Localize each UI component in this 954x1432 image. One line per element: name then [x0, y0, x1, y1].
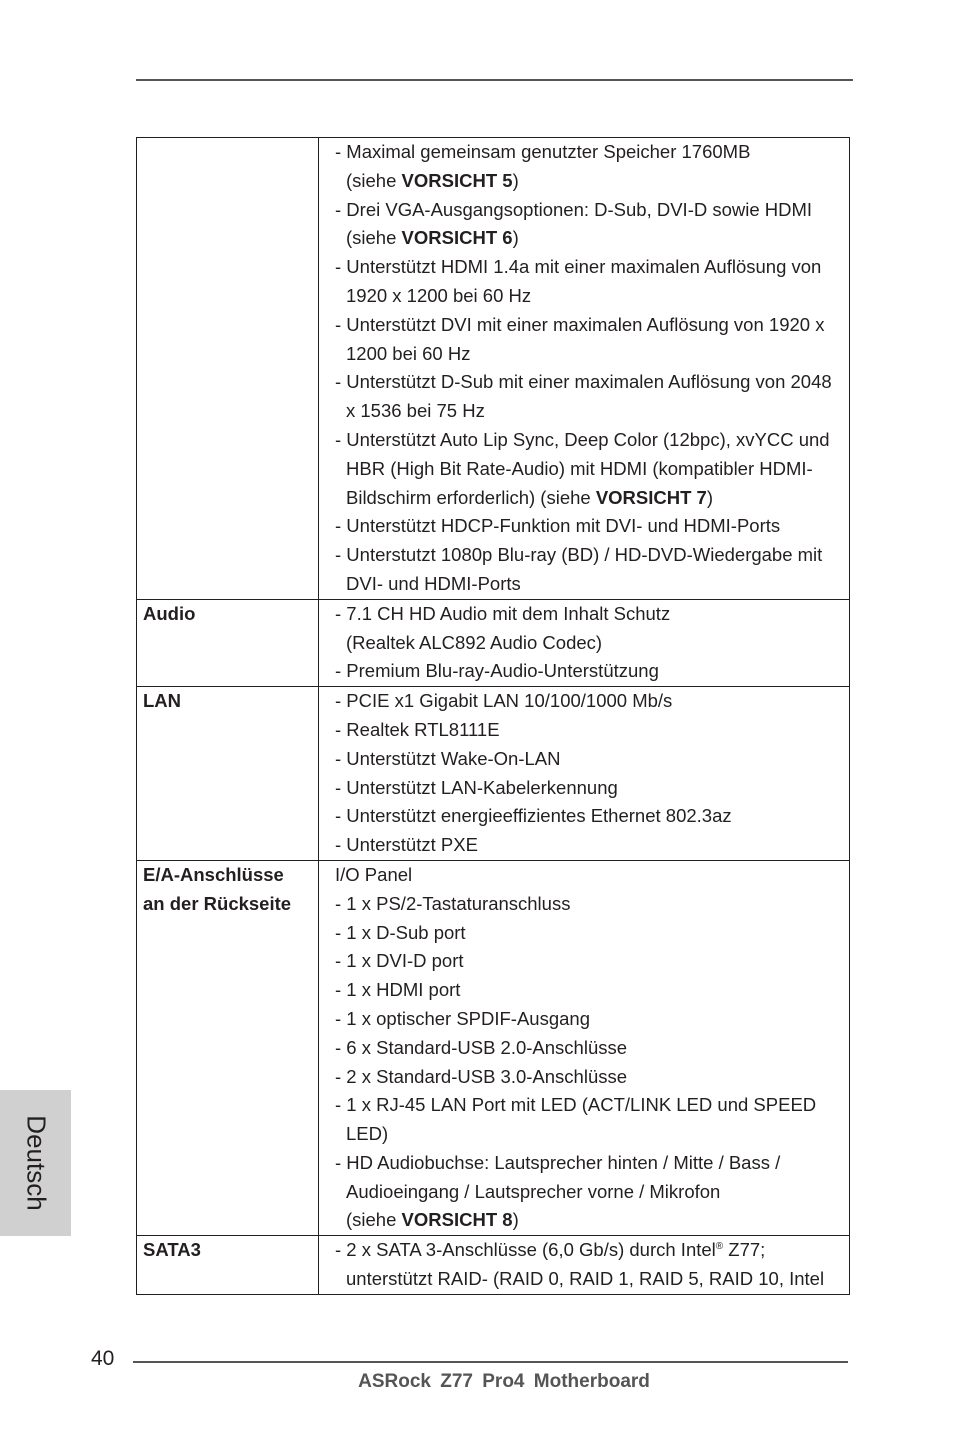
spec-line — [335, 455, 847, 484]
spec-line-text: - Drei VGA-Ausgangsoptionen: D-Sub, DVI-D sowie HDMI — [335, 198, 813, 220]
spec-line — [335, 600, 847, 629]
spec-table — [136, 137, 850, 1295]
spec-content-cell — [319, 1236, 850, 1295]
spec-line — [335, 745, 847, 774]
spec-line-text: - Premium Blu-ray-Audio-Unterstützung — [335, 660, 659, 682]
caution-ref: VORSICHT 7 — [595, 486, 707, 508]
spec-line — [335, 1005, 847, 1034]
spec-line — [335, 570, 847, 599]
spec-line-text: - 2 x Standard-USB 3.0-Anschlüsse — [335, 1065, 628, 1087]
spec-row — [137, 138, 850, 600]
caution-ref: VORSICHT 8 — [401, 1209, 513, 1231]
spec-line-text: - Unterstützt Auto Lip Sync, Deep Color (12bpc), xvYCC und — [335, 428, 830, 450]
spec-line-text: (siehe — [346, 227, 402, 249]
spec-line-text: (siehe — [346, 1209, 402, 1231]
spec-line — [335, 541, 847, 570]
spec-line-text: - Unterstützt HDCP-Funktion mit DVI- und HDMI-Ports — [335, 515, 781, 537]
spec-line — [335, 657, 847, 686]
spec-line-text: - PCIE x1 Gigabit LAN 10/100/1000 Mb/s — [335, 690, 673, 712]
spec-line-suffix: ) — [512, 227, 519, 249]
spec-content-cell — [319, 599, 850, 686]
spec-line-text: - 6 x Standard-USB 2.0-Anschlüsse — [335, 1036, 628, 1058]
spec-line-text: LED) — [346, 1123, 389, 1145]
spec-line — [335, 1063, 847, 1092]
spec-content-cell — [319, 860, 850, 1235]
spec-label: LAN — [143, 690, 182, 712]
spec-line-text: - Unterstützt DVI mit einer maximalen Auflösung von 1920 x — [335, 313, 825, 335]
spec-line — [335, 1178, 847, 1207]
spec-line-text: 1200 bei 60 Hz — [346, 342, 471, 364]
spec-line-text: - 1 x RJ-45 LAN Port mit LED (ACT/LINK LED und SPEED — [335, 1094, 817, 1116]
spec-line — [335, 919, 847, 948]
spec-line-text: 1920 x 1200 bei 60 Hz — [346, 284, 532, 306]
spec-line — [335, 831, 847, 860]
spec-line — [335, 311, 847, 340]
spec-line — [335, 1149, 847, 1178]
spec-line — [335, 861, 847, 890]
top-rule — [136, 79, 853, 81]
spec-content-cell — [319, 138, 850, 600]
spec-label: an der Rückseite — [143, 892, 292, 914]
spec-line — [335, 1034, 847, 1063]
spec-label: Audio — [143, 602, 196, 624]
spec-label: E/A-Anschlüsse — [143, 863, 284, 885]
spec-line-text: - Unterstützt energieeffizientes Ethernet 802.3az — [335, 805, 732, 827]
spec-line — [335, 1236, 847, 1265]
spec-line-text: - Unterstützt PXE — [335, 834, 478, 856]
spec-row — [137, 860, 850, 1235]
page-number: 40 — [91, 1347, 115, 1370]
spec-line — [335, 368, 847, 397]
spec-line — [335, 629, 847, 658]
spec-row — [137, 687, 850, 861]
spec-line-text: - 1 x D-Sub port — [335, 921, 466, 943]
spec-line-suffix: ) — [706, 486, 714, 508]
spec-line-text: Audioeingang / Lautsprecher vorne / Mikrofon — [346, 1180, 721, 1202]
spec-label-cell — [137, 860, 319, 1235]
spec-line-text: - Unterstutzt 1080p Blu-ray (BD) / HD-DVD-Wiedergabe mit — [335, 544, 823, 566]
registered-mark: ® — [715, 1241, 724, 1253]
spec-line — [335, 167, 847, 196]
spec-line-text: - Unterstützt Wake-On-LAN — [335, 747, 561, 769]
spec-line-text: - 1 x HDMI port — [335, 979, 461, 1001]
spec-line-text: - Realtek RTL8111E — [335, 718, 500, 740]
spec-line-text: x 1536 bei 75 Hz — [346, 400, 485, 422]
spec-label-cell — [137, 138, 319, 600]
spec-line — [335, 802, 847, 831]
language-tab — [0, 1090, 71, 1236]
spec-label-cell — [137, 599, 319, 686]
spec-line-suffix: ) — [512, 1209, 519, 1231]
spec-line — [335, 340, 847, 369]
language-tab-label: Deutsch — [21, 1115, 52, 1211]
spec-content-cell — [319, 687, 850, 861]
spec-line-text: Bildschirm erforderlich) (siehe — [346, 486, 596, 508]
spec-line — [335, 947, 847, 976]
spec-line — [335, 282, 847, 311]
spec-label-cell — [137, 687, 319, 861]
spec-line-text: - 2 x SATA 3-Anschlüsse (6,0 Gb/s) durch Intel — [335, 1239, 716, 1261]
spec-line — [335, 716, 847, 745]
spec-line — [335, 253, 847, 282]
spec-row — [137, 1236, 850, 1295]
spec-line — [335, 1265, 847, 1294]
spec-line-text: - Unterstützt D-Sub mit einer maximalen Auflösung von 2048 — [335, 371, 832, 393]
spec-line-text: HBR (High Bit Rate-Audio) mit HDMI (kompatibler HDMI- — [346, 457, 813, 479]
spec-line — [335, 976, 847, 1005]
spec-line-text: (siehe — [346, 169, 402, 191]
spec-line — [335, 774, 847, 803]
spec-line-text: - 7.1 CH HD Audio mit dem Inhalt Schutz — [335, 602, 671, 624]
spec-line — [335, 1120, 847, 1149]
spec-line-text: - 1 x PS/2-Tastaturanschluss — [335, 892, 571, 914]
spec-line — [335, 687, 847, 716]
spec-line-text: - HD Audiobuchse: Lautsprecher hinten / Mitte / Bass / — [335, 1151, 781, 1173]
spec-line — [335, 196, 847, 225]
spec-line-text: (Realtek ALC892 Audio Codec) — [346, 631, 603, 653]
spec-line — [335, 426, 847, 455]
spec-line — [335, 138, 847, 167]
caution-ref: VORSICHT 6 — [401, 227, 513, 249]
spec-line — [335, 1206, 847, 1235]
footer-title: ASRock Z77 Pro4 Motherboard — [358, 1371, 650, 1392]
spec-line — [335, 397, 847, 426]
spec-line — [335, 512, 847, 541]
spec-line — [335, 484, 847, 513]
spec-line-text: I/O Panel — [335, 863, 413, 885]
spec-row — [137, 599, 850, 686]
spec-line-text: - Unterstützt HDMI 1.4a mit einer maximalen Auflösung von — [335, 256, 822, 278]
spec-line — [335, 1091, 847, 1120]
spec-line — [335, 224, 847, 253]
spec-line-text: - 1 x DVI-D port — [335, 950, 464, 972]
spec-line-text: - Maximal gemeinsam genutzter Speicher 1760MB — [335, 141, 751, 162]
spec-line-suffix: ) — [512, 169, 519, 191]
spec-line-text: - Unterstützt LAN-Kabelerkennung — [335, 776, 618, 798]
spec-label: SATA3 — [143, 1239, 201, 1261]
spec-line — [335, 890, 847, 919]
spec-line-text: DVI- und HDMI-Ports — [346, 572, 521, 594]
spec-line-text: unterstützt RAID- (RAID 0, RAID 1, RAID 5, RAID 10, Intel — [346, 1268, 825, 1290]
spec-label-cell — [137, 1236, 319, 1295]
spec-line-suffix: Z77; — [723, 1239, 766, 1261]
spec-line-text: - 1 x optischer SPDIF-Ausgang — [335, 1007, 590, 1029]
caution-ref: VORSICHT 5 — [401, 169, 513, 191]
bottom-rule — [133, 1361, 848, 1363]
